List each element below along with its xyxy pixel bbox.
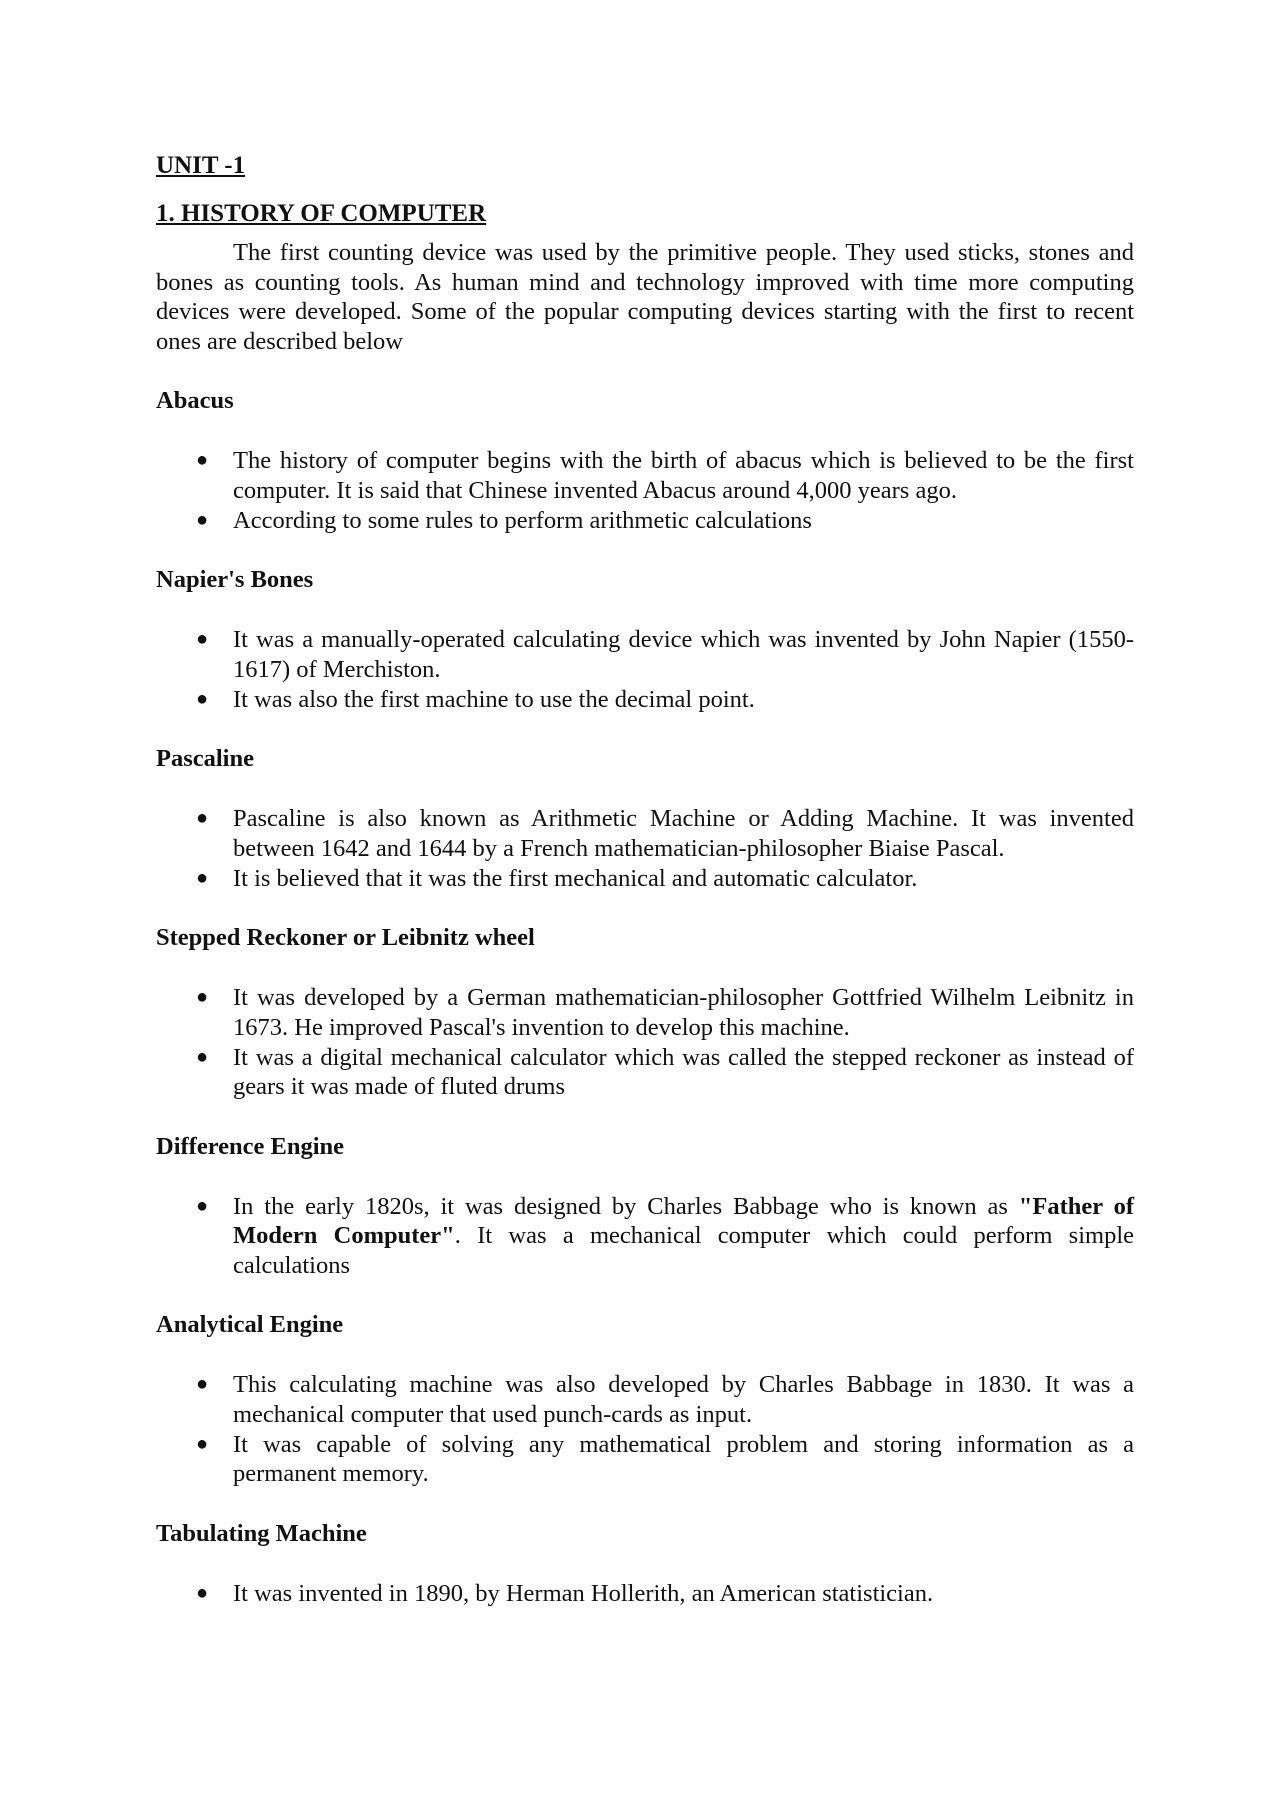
section-napiers-bones bbox=[156, 565, 1134, 714]
bullet-icon: ● bbox=[196, 986, 209, 1008]
section-pascaline bbox=[156, 744, 1134, 893]
bullet-icon: ● bbox=[196, 1045, 209, 1068]
section-analytical-engine bbox=[156, 1310, 1134, 1489]
bold-phrase: "Father of Modern Computer" bbox=[233, 1192, 1134, 1249]
bullet-list bbox=[156, 983, 1134, 1102]
section-tabulating-machine bbox=[156, 1519, 1134, 1609]
bullet-list bbox=[156, 625, 1134, 714]
main-title: 1. HISTORY OF COMPUTER bbox=[156, 200, 487, 227]
bullet-icon: ● bbox=[196, 1432, 209, 1455]
bullet-list bbox=[156, 804, 1134, 893]
list-item: ● Pascaline is also known as Arithmetic Machine or Adding Machine. It was invented between 1642 and 1644 by a French mathematician-philosopher Biaise Pascal. bbox=[196, 805, 1134, 862]
list-item: ● It was a digital mechanical calculator which was called the stepped reckoner as instead of gears it was made of fluted drums bbox=[196, 1043, 1134, 1100]
list-item: ● This calculating machine was also developed by Charles Babbage in 1830. It was a mechanical computer that used punch-cards as input. bbox=[196, 1371, 1134, 1428]
section-difference-engine bbox=[156, 1132, 1134, 1281]
list-item: ● It is believed that it was the first mechanical and automatic calculator. bbox=[196, 864, 918, 892]
section-abacus bbox=[156, 386, 1134, 535]
bullet-list bbox=[156, 1192, 1134, 1281]
section-heading: Napier's Bones bbox=[156, 566, 314, 593]
bullet-icon: ● bbox=[196, 687, 209, 710]
bullet-icon: ● bbox=[196, 1581, 209, 1604]
unit-title: UNIT -1 bbox=[156, 152, 246, 179]
bullet-icon: ● bbox=[196, 866, 209, 889]
list-item: ● The history of computer begins with the birth of abacus which is believed to be the first computer. It is said that Chinese invented Abacus around 4,000 years ago. bbox=[196, 447, 1134, 504]
section-heading: Difference Engine bbox=[156, 1132, 345, 1160]
bullet-list bbox=[156, 1370, 1134, 1489]
bullet-icon: ● bbox=[196, 807, 209, 829]
bullet-list bbox=[156, 1579, 1134, 1609]
bullet-icon: ● bbox=[196, 508, 209, 531]
list-item: ● It was invented in 1890, by Herman Hollerith, an American statistician. bbox=[196, 1579, 934, 1607]
bullet-list bbox=[156, 446, 1134, 535]
list-item: ● According to some rules to perform arithmetic calculations bbox=[196, 506, 812, 534]
list-item: ● It was capable of solving any mathematical problem and storing information as a permanent memory. bbox=[196, 1430, 1134, 1487]
section-stepped-reckoner bbox=[156, 923, 1134, 1102]
list-item: ● It was developed by a German mathematician-philosopher Gottfried Wilhelm Leibnitz in 1673. He improved Pascal's invention to develop this machine. bbox=[196, 984, 1134, 1041]
section-heading: Analytical Engine bbox=[156, 1311, 344, 1338]
section-heading: Tabulating Machine bbox=[156, 1519, 367, 1547]
list-item: ● It was a manually-operated calculating device which was invented by John Napier (1550-1617) of Merchiston. bbox=[196, 626, 1134, 683]
section-heading: Pascaline bbox=[156, 745, 254, 772]
section-heading: Abacus bbox=[156, 387, 234, 414]
section-heading: Stepped Reckoner or Leibnitz wheel bbox=[156, 924, 535, 951]
bullet-icon: ● bbox=[196, 1194, 209, 1217]
document-page bbox=[156, 150, 1134, 1609]
bullet-icon: ● bbox=[196, 449, 209, 471]
bullet-icon: ● bbox=[196, 1373, 209, 1395]
list-item: ● It was also the first machine to use the decimal point. bbox=[196, 685, 755, 713]
list-item: ● In the early 1820s, it was designed by Charles Babbage who is known as "Father of Modern Computer". It was a mechanical computer which could perform simple calculations bbox=[196, 1192, 1134, 1279]
bullet-icon: ● bbox=[196, 628, 209, 650]
intro-paragraph: The first counting device was used by the primitive people. They used sticks, stones and bones as counting tools. As human mind and technology improved with time more computing devices were developed. Some of the popular computing devices starting with the first to recent ones are described below bbox=[156, 239, 1134, 355]
